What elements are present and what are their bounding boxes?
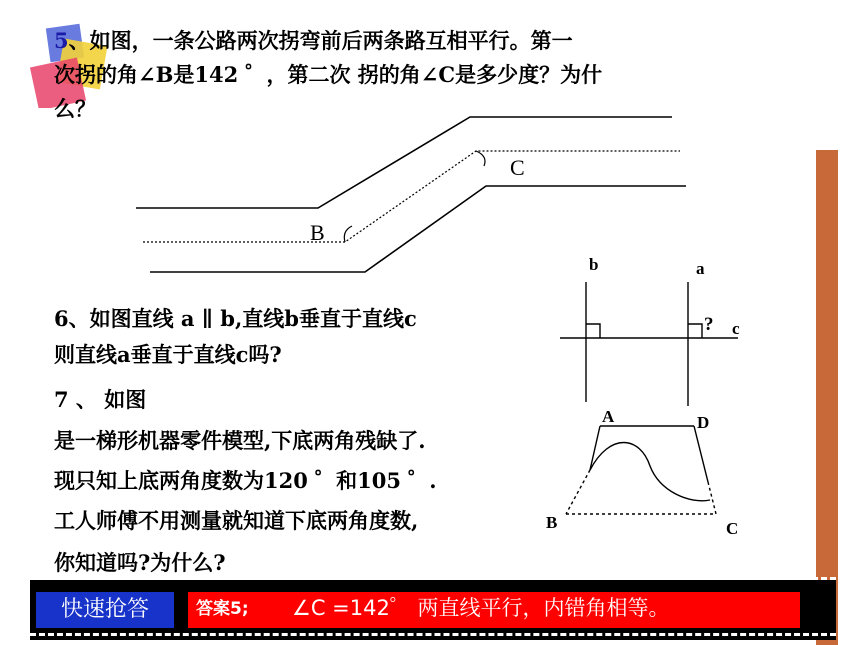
question-7-line-3: 现只知上底两角度数为120 ゜和105 ゜. bbox=[54, 468, 437, 493]
road-diagram bbox=[136, 117, 686, 272]
parallel-lines-diagram bbox=[560, 282, 738, 406]
trap-label-d: D bbox=[697, 413, 710, 432]
question-6-line-2: 则直线a垂直于直线c吗? bbox=[54, 342, 282, 367]
question-7-line-4: 工人师傅不用测量就知道下底两角度数, bbox=[54, 508, 419, 533]
quick-answer-button[interactable]: 快速抢答 bbox=[34, 590, 176, 630]
trap-label-c: C bbox=[726, 519, 739, 538]
trap-label-b: B bbox=[546, 513, 558, 532]
question-6-line-1: 6、如图直线 a ∥ b,直线b垂直于直线c bbox=[54, 306, 417, 331]
question-5-line-2: 次拐的角∠B是142 ゜，第二次 拐的角∠C是多少度？为什 bbox=[54, 62, 603, 87]
question-5-line-1: 5、如图，一条公路两次拐弯前后两条路互相平行。第一 bbox=[54, 28, 573, 53]
lines-label-b: b bbox=[589, 255, 599, 274]
lines-label-question: ? bbox=[704, 314, 714, 335]
question-7-line-2: 是一梯形机器零件模型,下底两角残缺了. bbox=[54, 428, 426, 453]
answer-prefix: 答案5; bbox=[196, 599, 249, 619]
trapezoid-diagram bbox=[566, 426, 716, 514]
answer-strip-dash-bottom bbox=[30, 633, 836, 636]
question-7-line-5: 你知道吗?为什么? bbox=[54, 550, 226, 575]
trap-label-a: A bbox=[602, 407, 615, 426]
question-5-number: 5 bbox=[54, 28, 69, 53]
road-label-c: C bbox=[510, 155, 525, 180]
side-accent-bar bbox=[816, 150, 838, 645]
road-label-b: B bbox=[310, 220, 325, 245]
lines-label-a: a bbox=[696, 259, 705, 278]
answer-text: ∠C =142゜ 两直线平行，内错角相等。 bbox=[292, 596, 670, 620]
lines-label-c: c bbox=[732, 319, 740, 338]
question-5-line-3: 么？ bbox=[54, 96, 96, 121]
answer-strip-dash-top bbox=[30, 577, 836, 580]
question-7-line-1: 7 、 如图 bbox=[54, 387, 147, 412]
